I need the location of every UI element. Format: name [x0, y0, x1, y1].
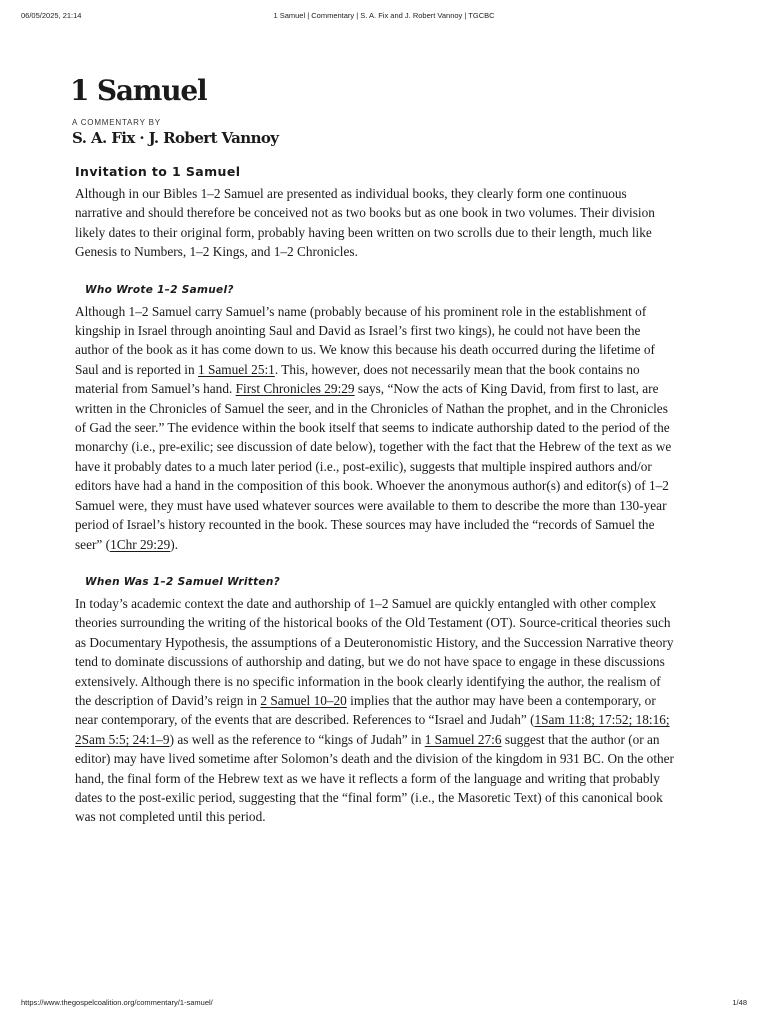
text-line [75, 788, 735, 807]
text-segment: likely dates to their original form, probably having been written on two scrolls due to their length, much like [75, 224, 652, 240]
text-segment: Genesis to Numbers, 1–2 Kings, and 1–2 Chronicles. [75, 244, 358, 260]
text-segment: written in the Chronicles of Samuel the seer, and in the Chronicles of Nathan the prophet, and in the Chronicles [75, 400, 668, 416]
subheading-when-written: When Was 1–2 Samuel Written? [85, 575, 280, 588]
text-segment: says, “Now the acts of King David, from first to last, are [354, 381, 659, 397]
text-segment: near contemporary, of the events that are described. References to “Israel and Judah” ( [75, 712, 535, 728]
text-line [75, 594, 735, 613]
commentary-content [75, 164, 735, 827]
text-line [75, 321, 735, 340]
scripture-reference-link[interactable]: 1Sam 11:8; 17:52; 18:16; [534, 712, 670, 728]
scripture-reference-link[interactable]: 1Chr 29:29 [110, 536, 171, 552]
text-line [75, 457, 735, 476]
text-line [75, 418, 735, 437]
text-segment: narrative and should therefore be conceived not as two books but as one book in two volumes. Their division [75, 205, 655, 221]
text-segment: Samuel were, they must have used whatever sources were available to them to describe the more than 130-year [75, 497, 667, 513]
text-segment: Although in our Bibles 1–2 Samuel are presented as individual books, they clearly form one continuous [75, 186, 627, 201]
text-line [75, 437, 735, 456]
paragraph-when-written [75, 594, 735, 827]
print-date: 06/05/2025, 21:14 [21, 11, 82, 20]
text-segment: have it probably dates to a much later period (i.e., post-exilic), suggests that multiple inspired authors and/or [75, 458, 652, 474]
section-heading-invitation: Invitation to 1 Samuel [75, 164, 241, 179]
text-line [75, 242, 735, 261]
byline-label: A COMMENTARY BY [72, 118, 161, 127]
text-segment: Although 1–2 Samuel carry Samuel’s name (probably because of his prominent role in the establishment of [75, 303, 647, 319]
text-line [75, 340, 735, 359]
paragraph-who-wrote [75, 302, 735, 554]
text-line [75, 379, 735, 398]
subheading-who-wrote: Who Wrote 1–2 Samuel? [85, 283, 234, 296]
text-line [75, 515, 735, 534]
text-segment: hand, the final form of the Hebrew text as we have it reflects a form of the language and writing that probably [75, 770, 660, 786]
scripture-reference-link[interactable]: 2Sam 5:5; 24:1–9 [75, 731, 170, 747]
text-line [75, 476, 735, 495]
text-segment: editors have had a hand in the composition of this book. Whoever the anonymous author(s) and editor(s) of 1–2 [75, 478, 669, 494]
text-segment: as Documentary Hypothesis, the assumptions of a Deuteronomistic History, and the Succession Narrative theory [75, 634, 674, 650]
authors: S. A. Fix · J. Robert Vannoy [72, 129, 279, 147]
text-line [75, 203, 735, 222]
text-segment: theories surrounding the writing of the historical books of the Old Testament (OT). Source-critical theories such [75, 615, 671, 631]
print-document-title: 1 Samuel | Commentary | S. A. Fix and J. Robert Vannoy | TGCBC [273, 11, 495, 20]
text-segment: material from Samuel’s hand. [75, 381, 236, 397]
text-segment: monarchy (i.e., pre-exilic; see discussion of date below), together with the fact that the Hebrew of the text as we [75, 439, 672, 455]
text-segment: of Gad the seer.” The evidence within the book itself that seems to indicate authorship dated to the period of the [75, 420, 670, 436]
scripture-reference-link[interactable]: 2 Samuel 10–20 [260, 692, 347, 708]
text-line [75, 496, 735, 515]
text-line [75, 360, 735, 379]
text-segment: ). [170, 536, 179, 552]
text-segment: the description of David’s reign in [75, 692, 261, 708]
text-line [75, 691, 735, 710]
text-line [75, 399, 735, 418]
text-line [75, 184, 735, 203]
text-line [75, 672, 735, 691]
text-segment: author of the book as it has come down to us. We know this because his death occurred during the lifetime of [75, 342, 655, 358]
text-line [75, 535, 735, 554]
text-segment: period of Israel’s history recounted in the book. These sources may have included the “records of Samuel the [75, 517, 655, 533]
print-footer [21, 998, 747, 1010]
paragraph-invitation [75, 184, 735, 262]
text-line [75, 652, 735, 671]
text-segment: was not completed until this period. [75, 809, 266, 825]
text-line [75, 302, 735, 321]
text-segment: suggest that the author (or an [501, 731, 660, 747]
print-url: https://www.thegospelcoalition.org/commentary/1-samuel/ [21, 998, 213, 1007]
text-segment: extensively. Although there is no specific information in the book clearly identifying the author, the realism of [75, 673, 661, 689]
text-segment: tend to dominate discussions of authorship and dating, but we do not have space to engage in these discussions [75, 654, 665, 670]
scripture-reference-link[interactable]: First Chronicles 29:29 [235, 381, 355, 397]
text-line [75, 710, 735, 729]
print-header [21, 11, 747, 23]
text-line [75, 730, 735, 749]
text-line [75, 769, 735, 788]
text-segment: kingship in Israel through anointing Saul and David as Israel’s first two kings), he could not have been the [75, 323, 641, 339]
text-segment: Saul and is reported in [75, 361, 198, 377]
scripture-reference-link[interactable]: 1 Samuel 25:1 [197, 361, 275, 377]
text-segment: ) as well as the reference to “kings of Judah” in [169, 731, 425, 747]
text-segment: dates to the post-exilic period, suggesting that the “final form” (i.e., the Masoretic Text) of this canonical book [75, 789, 663, 805]
text-segment: In today’s academic context the date and authorship of 1–2 Samuel are quickly entangled with other complex [75, 595, 657, 611]
text-segment: seer” ( [75, 536, 111, 552]
page-number: 1/48 [732, 998, 747, 1007]
book-title: 1 Samuel [70, 74, 207, 107]
text-segment: editor) may have lived sometime after Solomon’s death and the division of the kingdom in 931 BC. On the other [75, 751, 674, 767]
text-segment: . This, however, does not necessarily mean that the book contains no [274, 361, 640, 377]
text-segment: implies that the author may have been a contemporary, or [346, 692, 656, 708]
text-line [75, 807, 735, 826]
text-line [75, 749, 735, 768]
text-line [75, 613, 735, 632]
text-line [75, 633, 735, 652]
text-line [75, 223, 735, 242]
scripture-reference-link[interactable]: 1 Samuel 27:6 [424, 731, 502, 747]
